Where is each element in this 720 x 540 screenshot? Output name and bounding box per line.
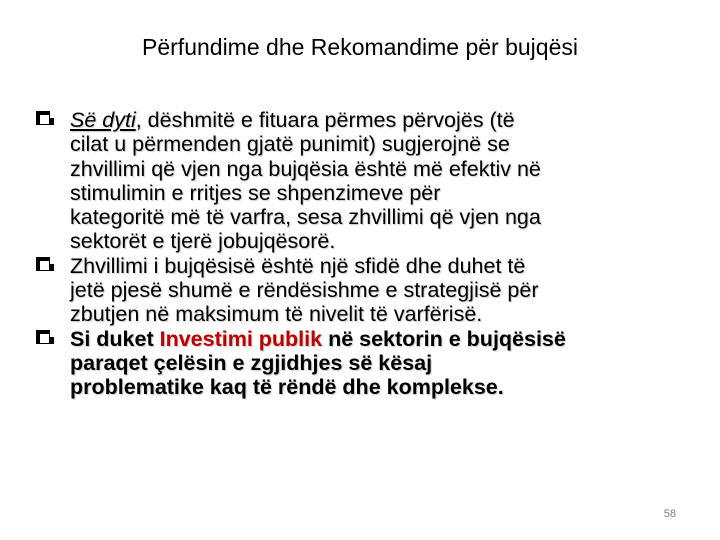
- bullet-1-line-3: zhvillimi që vjen nga bujqësia është më efektiv në: [70, 156, 541, 181]
- bullet-2-line-2: jetë pjesë shumë e rëndësishme e strategjisë për: [70, 278, 539, 303]
- bullet-3-line-1: [36, 327, 686, 351]
- bullet-3-line-1-text: në sektorin e bujqësisë: [322, 326, 566, 351]
- bullet-item-3: [36, 327, 686, 400]
- bullet-1-lead: Së dyti: [70, 108, 136, 132]
- bullet-3-highlight: Investimi publik: [159, 326, 323, 351]
- bullet-1-line-2: cilat u përmenden gjatë punimit) sugjerojnë se: [70, 132, 510, 157]
- page-number: 58: [663, 508, 676, 520]
- bullet-list: [36, 108, 686, 400]
- bullet-3-pre: Si duket: [70, 326, 160, 351]
- slide-title: Përfundime dhe Rekomandime për bujqësi: [142, 34, 578, 60]
- bullet-1-line-5: kategoritë më të varfra, sesa zhvillimi që vjen nga: [70, 205, 541, 230]
- bullet-item-2: [36, 254, 686, 327]
- checkbox-bullet-icon: [36, 111, 50, 125]
- bullet-1-line-1: [36, 108, 686, 132]
- checkbox-bullet-icon: [36, 330, 50, 344]
- bullet-1-line-1-text: , dëshmitë e fituara përmes përvojës (të: [135, 108, 515, 132]
- bullet-3-line-3: problematike kaq të rëndë dhe komplekse.: [70, 375, 504, 400]
- bullet-2-line-1: Zhvillimi i bujqësisë është një sfidë dhe duhet të: [70, 253, 526, 278]
- bullet-item-1: [36, 108, 686, 254]
- bullet-1-line-4: stimulimin e rritjes se shpenzimeve për: [70, 180, 441, 205]
- bullet-1-line-6: sektorët e tjerë jobujqësorë.: [70, 229, 336, 254]
- bullet-2-line-3: zbutjen në maksimum të nivelit të varfërisë.: [70, 302, 483, 327]
- bullet-3-line-2: paraqet çelësin e zgjidhjes së kësaj: [70, 350, 433, 375]
- checkbox-bullet-icon: [36, 257, 50, 271]
